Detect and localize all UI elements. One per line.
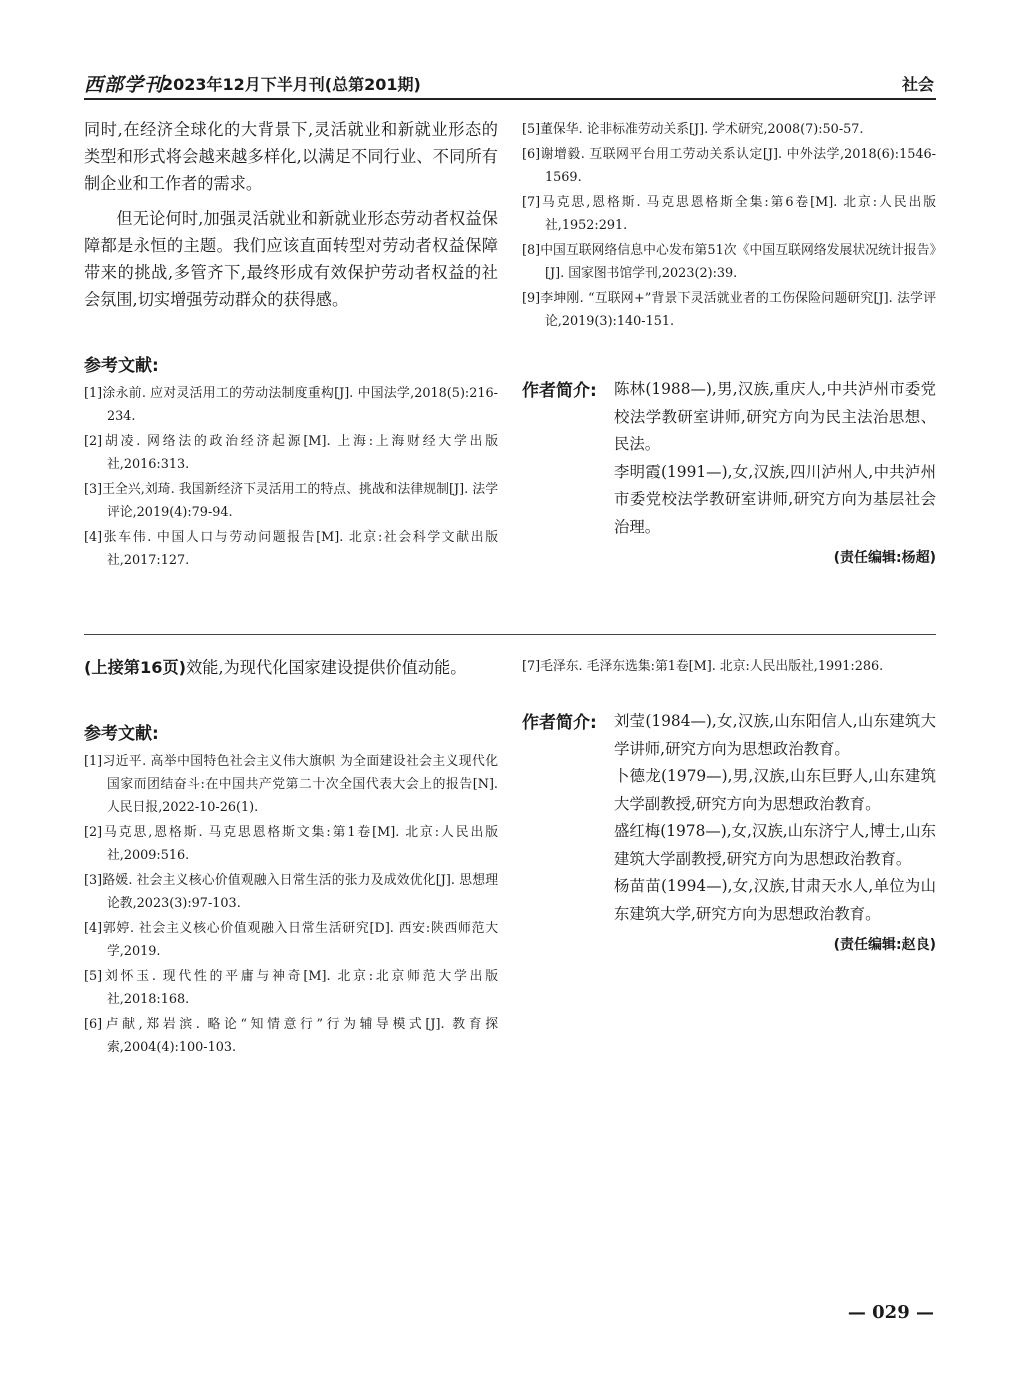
reference-item: [7]毛泽东. 毛泽东选集:第1卷[M]. 北京:人民出版社,1991:286.	[522, 659, 884, 674]
page-header	[84, 68, 936, 100]
reference-item: [8]中国互联网络信息中心发布第51次《中国互联网络发展状况统计报告》[J]. 国家图书馆学刊,2023(2):39.	[522, 243, 936, 281]
reference-item: [5]刘怀玉. 现代性的平庸与神奇[M]. 北京:北京师范大学出版社,2018:168.	[84, 969, 498, 1007]
author-entry: 卜德龙(1979—),男,汉族,山东巨野人,山东建筑大学副教授,研究方向为思想政治教育。	[614, 767, 936, 813]
article1-author-info	[522, 376, 936, 576]
article2-left-column	[84, 654, 498, 1061]
reference-item: [9]李坤刚. “互联网+”背景下灵活就业者的工伤保险问题研究[J]. 法学评论,2019(3):140-151.	[522, 291, 936, 329]
reference-item: [1]涂永前. 应对灵活用工的劳动法制度重构[J]. 中国法学,2018(5):216-234.	[84, 386, 498, 424]
journal-logo: 西部学刊	[84, 74, 165, 96]
reference-item: [2]马克思,恩格斯. 马克思恩格斯文集:第1卷[M]. 北京:人民出版社,2009:516.	[84, 825, 498, 863]
page-number: — 029 —	[847, 1302, 934, 1323]
references	[84, 719, 498, 1059]
references	[84, 351, 498, 572]
reference-item: [4]张车伟. 中国人口与劳动问题报告[M]. 北京:社会科学文献出版社,2017:127.	[84, 530, 498, 568]
article-divider	[84, 634, 936, 635]
reference-item: [4]郭婷. 社会主义核心价值观融入日常生活研究[D]. 西安:陕西师范大学,2019.	[84, 921, 498, 959]
section-name: 社会	[901, 75, 934, 94]
author-entry: 杨苗苗(1994—),女,汉族,甘肃天水人,单位为山东建筑大学,研究方向为思想政治教育。	[614, 877, 936, 923]
references-heading: 参考文献:	[84, 356, 159, 376]
responsible-editor: (责任编辑:赵良)	[833, 937, 936, 953]
reference-item: [3]路媛. 社会主义核心价值观融入日常生活的张力及成效优化[J]. 思想理论教,2023(3):97-103.	[84, 873, 498, 911]
continued-paragraph	[84, 654, 498, 681]
reference-item: [3]王全兴,刘琦. 我国新经济下灵活用工的特点、挑战和法律规制[J]. 法学评论,2019(4):79-94.	[84, 482, 498, 520]
article1-left-column	[84, 116, 498, 574]
reference-item: [5]董保华. 论非标准劳动关系[J]. 学术研究,2008(7):50-57.	[522, 122, 864, 137]
author-info-label: 作者简介:	[522, 381, 597, 401]
body-paragraph: 同时,在经济全球化的大背景下,灵活就业和新就业形态的类型和形式将会越来越多样化,以满足不同行业、不同所有制企业和工作者的需求。	[84, 120, 498, 193]
author-entry: 盛红梅(1978—),女,汉族,山东济宁人,博士,山东建筑大学副教授,研究方向为思想政治教育。	[614, 822, 936, 868]
references-heading: 参考文献:	[84, 724, 159, 744]
article2-author-info	[522, 708, 936, 1078]
body-paragraph: 但无论何时,加强灵活就业和新就业形态劳动者权益保障都是永恒的主题。我们应该直面转型对劳动者权益保障带来的挑战,多管齐下,最终形成有效保护劳动者权益的社会氛围,切实增强劳动群众的获得感。	[84, 209, 498, 309]
continued-text: 效能,为现代化国家建设提供价值动能。	[186, 658, 467, 677]
reference-item: [6]卢献,郑岩滨. 略论“知情意行”行为辅导模式[J]. 教育探索,2004(4):100-103.	[84, 1017, 498, 1055]
author-entry: 刘莹(1984—),女,汉族,山东阳信人,山东建筑大学讲师,研究方向为思想政治教育。	[614, 712, 936, 758]
reference-item: [2]胡凌. 网络法的政治经济起源[M]. 上海:上海财经大学出版社,2016:313.	[84, 434, 498, 472]
continued-from-label: (上接第16页)	[84, 658, 187, 677]
author-info-label: 作者简介:	[522, 713, 597, 733]
journal-issue: 2023年12月下半月刊(总第201期)	[162, 75, 421, 94]
reference-item: [6]谢增毅. 互联网平台用工劳动关系认定[J]. 中外法学,2018(6):1546-1569.	[522, 147, 936, 185]
article2-right-column	[522, 655, 936, 680]
author-entry: 陈林(1988—),男,汉族,重庆人,中共泸州市委党校法学教研室讲师,研究方向为民主法治思想、民法。	[614, 380, 936, 453]
responsible-editor: (责任编辑:杨超)	[833, 550, 936, 566]
author-entry: 李明霞(1991—),女,汉族,四川泸州人,中共泸州市委党校法学教研室讲师,研究方向为基层社会治理。	[614, 462, 936, 536]
author-list	[614, 708, 936, 968]
article1-right-column	[522, 118, 936, 335]
reference-item: [7]马克思,恩格斯. 马克思恩格斯全集:第6卷[M]. 北京:人民出版社,1952:291.	[522, 195, 936, 233]
author-list	[614, 376, 936, 581]
reference-item: [1]习近平. 高举中国特色社会主义伟大旗帜 为全面建设社会主义现代化国家而团结奋斗:在中国共产党第二十次全国代表大会上的报告[N]. 人民日报,2022-10-26(1).	[84, 754, 498, 815]
